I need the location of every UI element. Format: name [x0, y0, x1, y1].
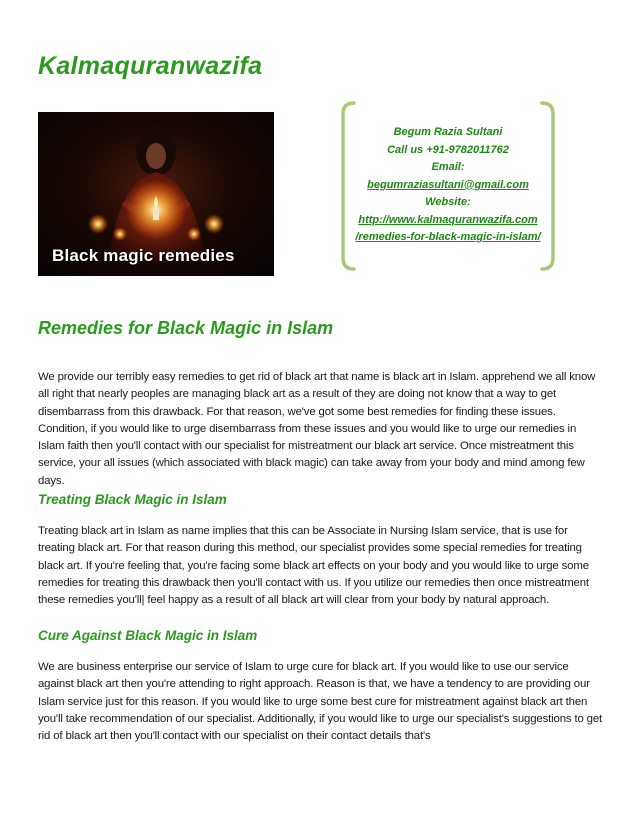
contact-name: Begum Razia Sultani [393, 126, 503, 138]
website-link-line2[interactable]: /remedies-for-black-magic-in-islam/ [355, 231, 541, 243]
section-body-treating: Treating black art in Islam as name implies that this can be Associate in Nursing Islam service, that is use for treating black art. For that reason during this method, our specialist provides some special remedies for treating black art. If you're feeling that, you're facing some black art effects on your body and you would like to urge some remedies for treating this drawback then you'll contact with us. If you utilize our remedies then once mistreatment these remedies you'll| feel happy as a result of all black art will clear from your body by natural approach. [38, 525, 589, 607]
section-heading-remedies: Remedies for Black Magic in Islam [38, 318, 334, 338]
section-heading-treating: Treating Black Magic in Islam [38, 492, 227, 507]
website-link-line1[interactable]: http://www.kalmaquranwazifa.com [358, 213, 538, 226]
contact-details [340, 124, 556, 247]
site-title: Kalmaquranwazifa [38, 52, 263, 80]
email-link[interactable]: begumraziasultani@gmail.com [367, 178, 529, 191]
hero-image [38, 112, 274, 276]
website-label: Website: [425, 196, 471, 208]
section-body-remedies: We provide our terribly easy remedies to get rid of black art that name is black art in Islam. apprehend we all know all right that nearly peoples are managing black art as a result of they are doing not know that a way to get disembarrass from this drawback. For that reason, we've got some best remedies for finding these issues. Condition, if you would like to urge disembarrass from these issues and you would like to urge our remedies in Islam faith then you'll contact with our specialist for mistreatment our black art service. Once mistreatment this service, your all issues (which associated with black magic) can take away from your body and mind among few days. [38, 371, 596, 487]
section-body-cure: We are business enterprise our service of Islam to urge cure for black art. If you would like to use our service against black art then you're attending to right approach. Reason is that, we have a tendency to are providing our Islam service just for this reason. If you would like to urge some best cure for mistreatment against black art then you'll take recommendation of our specialist. Additionally, if you would like to urge our specialist's suggestions to get rid of black art then you'll contact with our specialist on their contact details that's [38, 661, 603, 743]
contact-phone: Call us +91-9782011762 [387, 143, 509, 156]
section-heading-cure: Cure Against Black Magic in Islam [38, 628, 258, 643]
email-label: Email: [431, 161, 465, 173]
contact-box [340, 100, 556, 272]
hero-caption: Black magic remedies [52, 246, 235, 265]
